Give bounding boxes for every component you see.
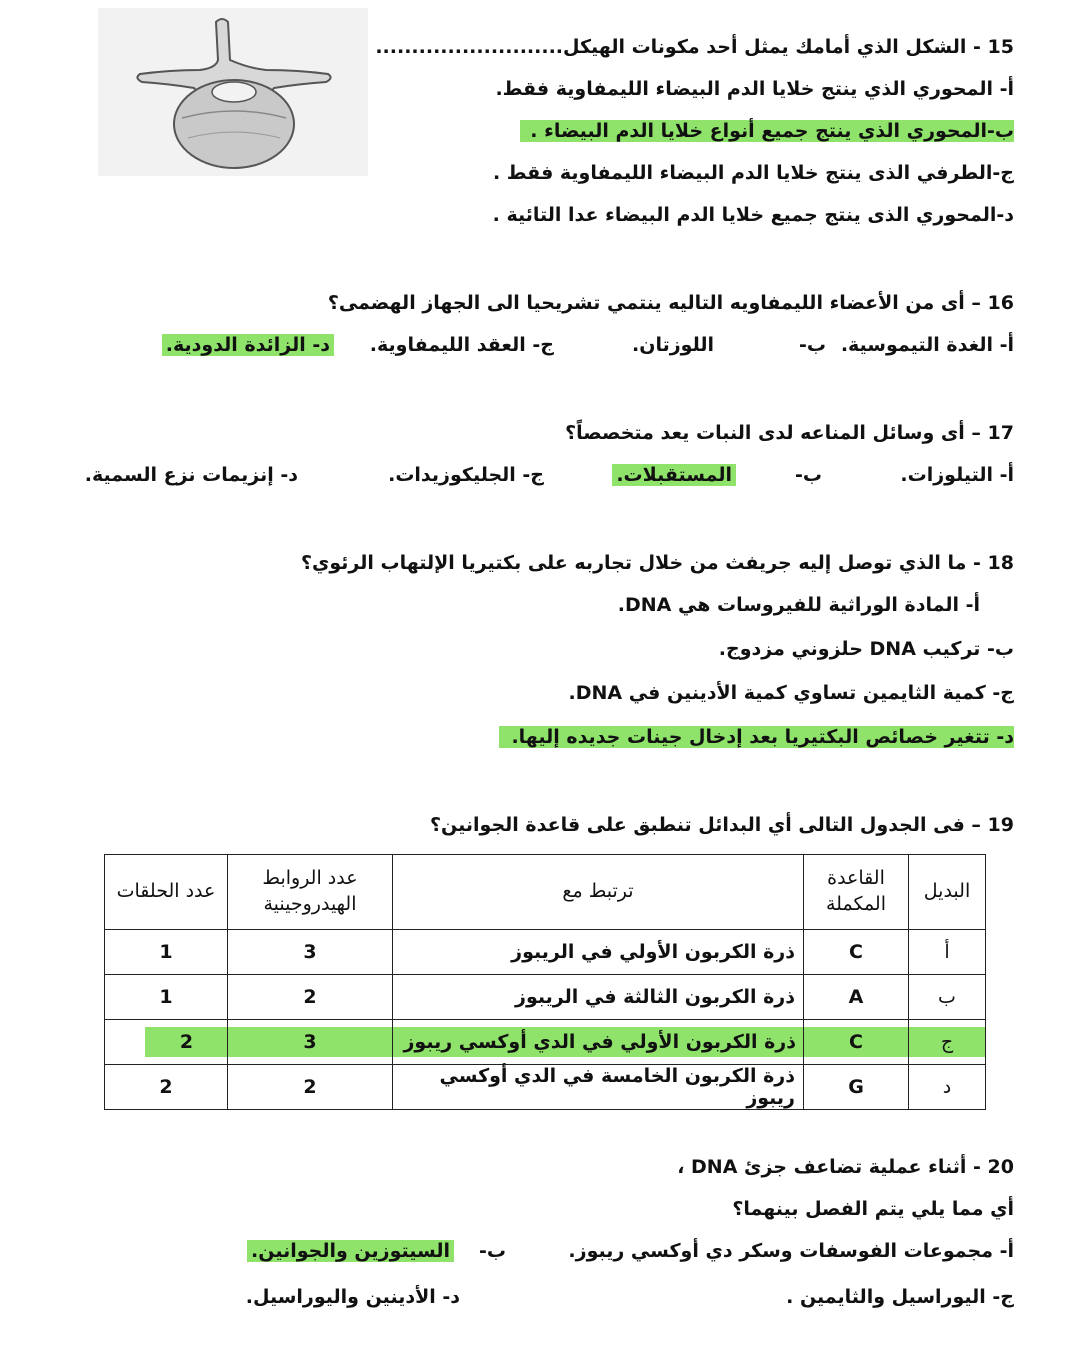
q17-option-a[interactable]: أ- التيلوزات. — [900, 464, 1014, 486]
q20-option-b-label[interactable]: ب- — [479, 1240, 506, 1262]
q17-title — [565, 422, 1014, 444]
q15-text: الشكل الذي أمامك يمثل أحد مكونات الهيكل.......................... — [375, 36, 967, 58]
cell-choice: ب — [909, 975, 986, 1020]
cell-hydrogen-bonds: 2 — [228, 1065, 393, 1110]
q15-option-a[interactable]: أ- المحوري الذي ينتج خلايا الدم البيضاء الليمفاوية فقط. — [495, 78, 1014, 100]
cell-hydrogen-bonds: 3 — [228, 930, 393, 975]
q15-option-c[interactable]: ج-الطرفي الذى ينتج خلايا الدم البيضاء الليمفاوية فقط . — [492, 162, 1014, 184]
q16-option-b[interactable]: اللوزتان. — [632, 334, 714, 356]
q20-title — [677, 1156, 1014, 1178]
table-row[interactable] — [105, 1065, 986, 1110]
q17-option-d[interactable]: د- إنزيمات نزع السمية. — [84, 464, 298, 486]
q18-text: ما الذي توصل إليه جريفث من خلال تجاربه على بكتيريا الإلتهاب الرئوي؟ — [300, 552, 967, 574]
header-choice: البديل — [909, 855, 986, 930]
cell-bonds-with: ذرة الكربون الخامسة في الدي أوكسي ريبوز — [393, 1065, 804, 1110]
q18-option-b[interactable]: ب- تركيب DNA حلزوني مزدوج. — [718, 638, 1014, 660]
cell-choice: أ — [909, 930, 986, 975]
cell-choice-text: ج — [908, 1027, 986, 1057]
header-hydrogen-bonds: عدد الروابط الهيدروجينية — [228, 855, 393, 930]
cell-rings: 2 — [105, 1065, 228, 1110]
q15-option-b[interactable]: ب-المحوري الذي ينتج جميع أنواع خلايا الدم البيضاء . — [520, 120, 1014, 142]
q18-option-a[interactable]: أ- المادة الوراثية للفيروسات هي DNA. — [617, 594, 980, 616]
cell-bonds-with-text: ذرة الكربون الأولي في الدي أوكسي ريبوز — [392, 1027, 804, 1057]
q17-number: 17 – — [971, 422, 1014, 444]
q15-number: 15 - — [973, 36, 1014, 58]
q17-options — [60, 464, 1014, 494]
cell-hydrogen-bonds-text: 3 — [227, 1027, 393, 1057]
header-complement: القاعدة المكملة — [804, 855, 909, 930]
q19-number: 19 – — [971, 814, 1014, 836]
table-header-row — [105, 855, 986, 930]
cell-choice: د — [909, 1065, 986, 1110]
q16-option-b-label[interactable]: ب- — [799, 334, 826, 356]
q15-title — [375, 36, 1014, 58]
q19-title — [430, 814, 1014, 836]
q19-text: فى الجدول التالى أي البدائل تنطبق على قاعدة الجوانين؟ — [430, 814, 965, 836]
q20-options-row1 — [60, 1240, 1014, 1270]
cell-rings: 1 — [105, 975, 228, 1020]
cell-complement: A — [804, 975, 909, 1020]
q16-text: أى من الأعضاء الليمفاويه التاليه ينتمي تشريحيا الى الجهاز الهضمى؟ — [327, 292, 965, 314]
q20-option-a[interactable]: أ- مجموعات الفوسفات وسكر دي أوكسي ريبوز. — [568, 1240, 1014, 1262]
header-rings: عدد الحلقات — [105, 855, 228, 930]
q17-option-b[interactable]: المستقبلات. — [612, 464, 736, 486]
q20-option-d[interactable]: د- الأدينين واليوراسيل. — [245, 1286, 460, 1308]
q18-title — [301, 552, 1014, 574]
q20-text: أثناء عملية تضاعف جزئ DNA ، — [677, 1156, 967, 1178]
q17-option-b-label[interactable]: ب- — [795, 464, 822, 486]
cell-rings: 1 — [105, 930, 228, 975]
cell-complement-text: C — [803, 1027, 909, 1057]
vertebra-drawing-icon — [98, 8, 368, 176]
q18-option-d[interactable]: د- تتغير خصائص البكتيريا بعد إدخال جينات جديده إليها. — [499, 726, 1014, 748]
q16-title — [328, 292, 1014, 314]
cell-rings — [105, 1020, 228, 1065]
table-row[interactable] — [105, 975, 986, 1020]
table-row-highlighted[interactable] — [105, 1020, 986, 1065]
cell-bonds-with: ذرة الكربون الثالثة في الريبوز — [393, 975, 804, 1020]
cell-choice — [909, 1020, 986, 1065]
cell-complement: G — [804, 1065, 909, 1110]
q19-table — [104, 854, 986, 1110]
cell-complement — [804, 1020, 909, 1065]
q16-option-c[interactable]: ج- العقد الليمفاوية. — [369, 334, 554, 356]
cell-complement: C — [804, 930, 909, 975]
q17-text: أى وسائل المناعه لدى النبات يعد متخصصاً؟ — [565, 422, 965, 444]
q16-option-d[interactable]: د- الزائدة الدودية. — [162, 334, 334, 356]
cell-bonds-with: ذرة الكربون الأولي في الريبوز — [393, 930, 804, 975]
q20-options-row2 — [60, 1286, 1014, 1316]
q18-number: 18 - — [973, 552, 1014, 574]
cell-bonds-with — [393, 1020, 804, 1065]
q20-subtext: أي مما يلي يتم الفصل بينهما؟ — [732, 1198, 1014, 1220]
q20-option-b[interactable]: السيتوزين والجوانين. — [247, 1240, 454, 1262]
q16-number: 16 – — [971, 292, 1014, 314]
q16-options — [60, 334, 1014, 364]
q17-option-c[interactable]: ج- الجليكوزيدات. — [388, 464, 544, 486]
cell-rings-text: 2 — [145, 1027, 228, 1057]
header-bonds-with: ترتبط مع — [393, 855, 804, 930]
q16-option-a[interactable]: أ- الغدة التيموسية. — [840, 334, 1014, 356]
cell-hydrogen-bonds — [228, 1020, 393, 1065]
q20-number: 20 - — [973, 1156, 1014, 1178]
q20-option-c[interactable]: ج- اليوراسيل والثايمين . — [786, 1286, 1014, 1308]
vertebra-figure — [98, 8, 368, 176]
table-row[interactable] — [105, 930, 986, 975]
q18-option-c[interactable]: ج- كمية الثايمين تساوي كمية الأدينين في DNA. — [568, 682, 1014, 704]
q15-option-d[interactable]: د-المحوري الذى ينتج جميع خلايا الدم البيضاء عدا التائية . — [492, 204, 1014, 226]
cell-hydrogen-bonds: 2 — [228, 975, 393, 1020]
